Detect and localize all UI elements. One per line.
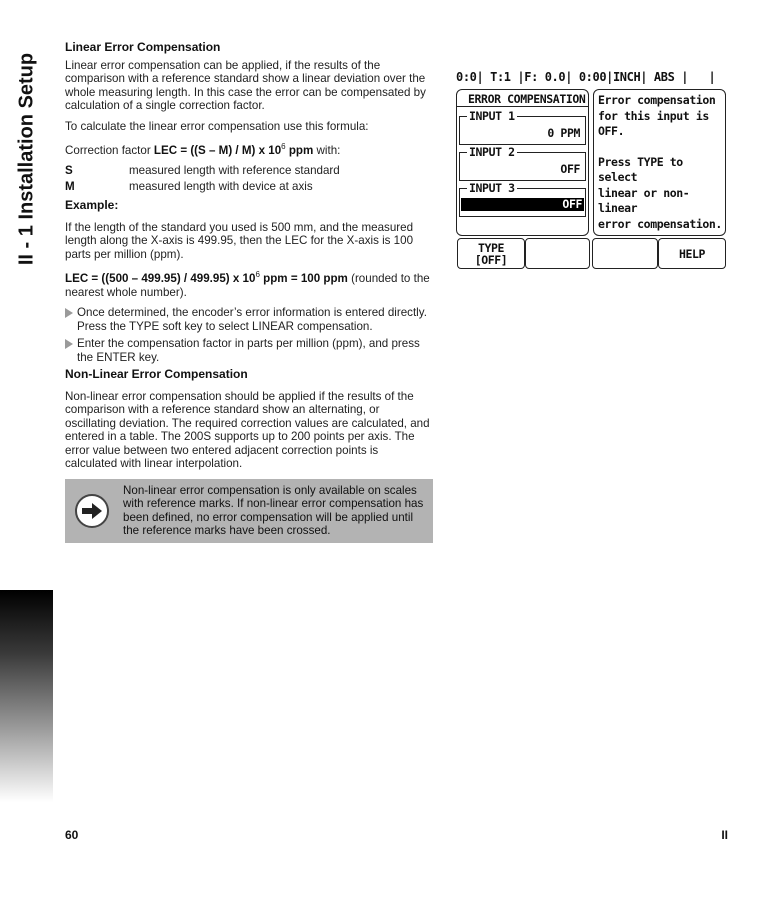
- nonlinear-heading: Non-Linear Error Compensation: [65, 367, 248, 382]
- chapter-side-title: [10, 44, 44, 274]
- input-2-value: OFF: [560, 162, 580, 176]
- example-formula-bold: LEC = ((500 – 499.95) / 499.95) x 10: [65, 272, 256, 286]
- definitions: [65, 164, 433, 193]
- arrow-right-icon: [75, 494, 109, 528]
- definition-description: measured length with reference standard: [129, 164, 340, 178]
- linear-para-2: To calculate the linear error compensation use this formula:: [65, 119, 369, 133]
- chapter-number: II: [721, 828, 728, 842]
- example-formula-result: ppm = 100 ppm: [259, 272, 348, 286]
- definition-row-m: [65, 180, 433, 194]
- linear-para-1: Linear error compensation can be applied, if the results of the comparison with a reference standard show a linear deviation over the whole measuring length. In this case the error can be compensated by calculation of a single correction factor.: [65, 58, 426, 112]
- bullet-text: Once determined, the encoder’s error information is entered directly. Press the TYPE soft key to select LINEAR compensation.: [77, 306, 427, 333]
- type-softkey-line2: [OFF]: [474, 252, 508, 267]
- bullet-triangle-icon: [65, 308, 73, 318]
- input-1-value: 0 PPM: [547, 126, 580, 140]
- help-line: Press TYPE to select: [598, 154, 683, 184]
- note-box: [65, 479, 433, 543]
- arrow-right-icon-svg: [81, 503, 103, 519]
- definition-row-s: [65, 164, 433, 178]
- formula-exponent: 6: [281, 142, 286, 151]
- help-panel: [593, 89, 726, 236]
- dro-screen: [456, 68, 728, 270]
- type-softkey-line1: TYPE: [477, 240, 505, 255]
- example-heading: Example:: [65, 198, 119, 213]
- example-formula-exponent: 6: [255, 270, 260, 280]
- example-formula-suffix: (rounded to the nearest whole number).: [65, 272, 430, 299]
- formula-suffix: with:: [313, 143, 341, 157]
- help-line: linear or non-linear: [598, 185, 690, 215]
- input-3-value-selected: OFF: [461, 198, 584, 211]
- chapter-tab-gradient: [0, 590, 53, 802]
- bullet-text: Enter the compensation factor in parts per million (ppm), and press the ENTER key.: [77, 337, 420, 364]
- definition-description: measured length with device at axis: [129, 179, 313, 193]
- input-1-label: INPUT 1: [469, 109, 515, 123]
- nonlinear-para: Non-linear error compensation should be applied if the results of the comparison with a reference standard show an alternating, or oscillating deviation. The required correction values are calculated, and entered in a table. The 200S supports up to 200 points per axis. The error value between two entered adjacent correction points is calculated with linear interpolation.: [65, 389, 430, 471]
- input-1-field[interactable]: [459, 110, 586, 144]
- input-3-field[interactable]: [459, 182, 586, 216]
- formula-bold: LEC = ((S – M) / M) x 10: [153, 143, 282, 157]
- panel-title: ERROR COMPENSATION: [468, 92, 586, 106]
- correction-formula: [65, 140, 433, 157]
- main-content: [65, 41, 433, 543]
- note-text: Non-linear error compensation is only available on scales with reference marks. If non-linear error compensation has been defined, no error compensation will be applied until the reference marks have been crossed.: [123, 483, 424, 538]
- chapter-side-title-text: II - 1 Installation Setup: [15, 52, 38, 266]
- bullet-item: [65, 337, 433, 364]
- bullet-item: [65, 306, 433, 333]
- help-line: Error compensation: [598, 93, 716, 107]
- help-spacer: [598, 140, 725, 155]
- formula-unit: ppm: [285, 143, 314, 157]
- linear-heading: Linear Error Compensation: [65, 40, 221, 54]
- help-line: for this input is OFF.: [598, 108, 709, 138]
- input-2-label: INPUT 2: [469, 145, 515, 159]
- type-softkey[interactable]: [457, 238, 525, 269]
- formula-prefix: Correction factor: [65, 143, 154, 157]
- bullet-triangle-icon: [65, 339, 73, 349]
- definition-symbol: M: [65, 179, 75, 193]
- example-para: If the length of the standard you used is 500 mm, and the measured length along the X-axis is 499.95, then the LEC for the X-axis is 100 parts per million (ppm).: [65, 220, 414, 261]
- help-softkey[interactable]: [658, 238, 726, 269]
- definition-symbol: S: [65, 164, 73, 178]
- status-bar: 0:0| T:1 |F: 0.0| 0:00|INCH| ABS | |: [456, 70, 716, 84]
- page-number: 60: [65, 828, 79, 842]
- type-softkey-label: [475, 242, 508, 266]
- help-softkey-label: HELP: [678, 246, 706, 261]
- help-line: error compensation.: [598, 216, 722, 231]
- error-compensation-panel: [456, 89, 589, 236]
- panel-title-divider: [457, 106, 588, 107]
- softkey-3-blank[interactable]: [592, 238, 658, 269]
- input-2-field[interactable]: [459, 146, 586, 180]
- help-text: [598, 93, 725, 232]
- input-3-label: INPUT 3: [469, 181, 515, 195]
- example-formula: [65, 268, 433, 299]
- softkey-2-blank[interactable]: [525, 238, 590, 269]
